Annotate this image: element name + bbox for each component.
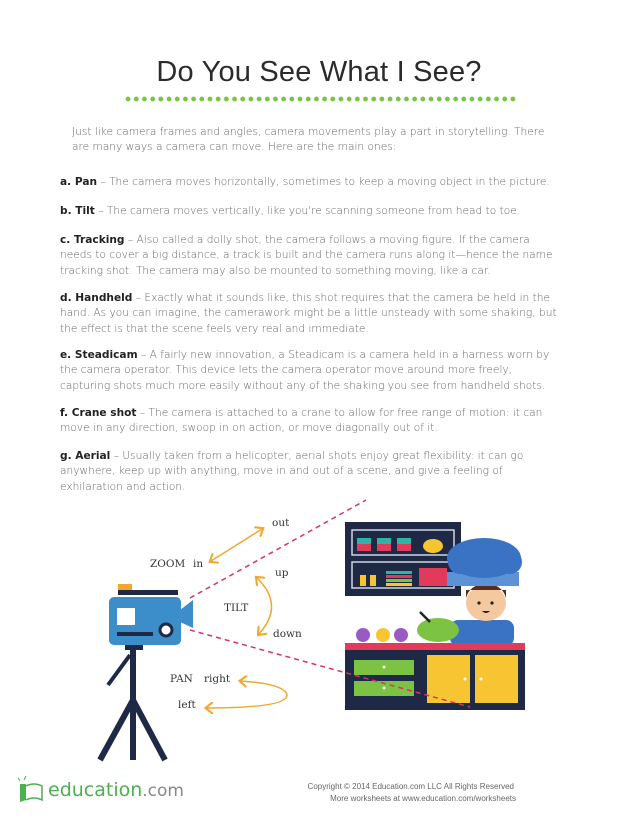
item-term: f. Crane shot xyxy=(60,407,137,419)
pan-arrow xyxy=(207,681,287,708)
copyright-text: Copyright © 2014 Education.com LLC All Rights Reserved xyxy=(307,782,514,791)
item-term: a. Pan xyxy=(60,176,98,188)
item-text: – Usually taken from a helicopter, aerial shots enjoy great flexibility: it can go anywhere, keep up with anything, move in and out of a scene, and give a feeling of exhilaration and action. xyxy=(60,450,524,493)
label-zoom-out: out xyxy=(272,517,290,529)
item-term: d. Handheld xyxy=(60,292,133,304)
shelf-graphic xyxy=(345,522,461,596)
item-text: – A fairly new innovation, a Steadicam is a camera held in a harness worn by the camera operator. This device lets the camera operator move around more freely, capturing shots much more easily without any of the shaking you see from handheld shots. xyxy=(60,349,550,392)
page-title: Do You See What I See? xyxy=(156,56,482,88)
item-term: b. Tilt xyxy=(60,205,95,217)
label-tilt: TILT xyxy=(224,602,249,614)
item-text: – The camera moves vertically, like you're scanning someone from head to toe. xyxy=(94,205,521,217)
item-term: e. Steadicam xyxy=(60,349,138,361)
label-pan-left: left xyxy=(178,699,196,711)
copyright-block xyxy=(308,781,514,805)
tilt-arrow xyxy=(257,578,272,634)
logo-main: education xyxy=(48,779,143,801)
label-pan: PAN xyxy=(170,673,193,685)
label-pan-right: right xyxy=(204,673,231,685)
more-worksheets-link[interactable]: More worksheets at www.education.com/worksheets xyxy=(330,794,516,803)
item-term: g. Aerial xyxy=(60,450,111,462)
label-tilt-up: up xyxy=(275,567,289,579)
label-tilt-down: down xyxy=(273,628,302,640)
label-zoom-in: in xyxy=(193,558,204,570)
item-text: – Exactly what it sounds like, this shot requires that the camera be held in the hand. As you can imagine, the camerawork might be a little unsteady with some shaking, but the effect is that the scene feels very real and immediate. xyxy=(60,292,557,335)
counter-graphic xyxy=(345,643,525,710)
label-zoom: ZOOM xyxy=(150,558,186,570)
item-term: c. Tracking xyxy=(60,234,125,246)
book-logo-icon xyxy=(16,776,44,804)
item-text: – The camera moves horizontally, sometimes to keep a moving object in the picture. xyxy=(97,176,550,188)
item-text: – Also called a dolly shot, the camera follows a moving figure. If the camera needs to cover a big distance, a track is built and the camera runs along it—hence the name tracking shot. The camera may also be mounted to something moving, like a car. xyxy=(60,234,553,277)
camera-tripod-graphic xyxy=(100,584,193,760)
logo-suffix: .com xyxy=(142,781,184,801)
view-line-top xyxy=(190,500,366,598)
education-logo[interactable] xyxy=(16,776,184,804)
zoom-arrow xyxy=(211,529,262,561)
intro-paragraph: Just like camera frames and angles, camera movements play a part in storytelling. There are many ways a camera can move. Here are the main ones: xyxy=(72,126,545,154)
item-text: – The camera is attached to a crane to allow for free range of motion: it can move in any direction, swoop in on action, or move diagonally out of it. xyxy=(60,407,543,435)
